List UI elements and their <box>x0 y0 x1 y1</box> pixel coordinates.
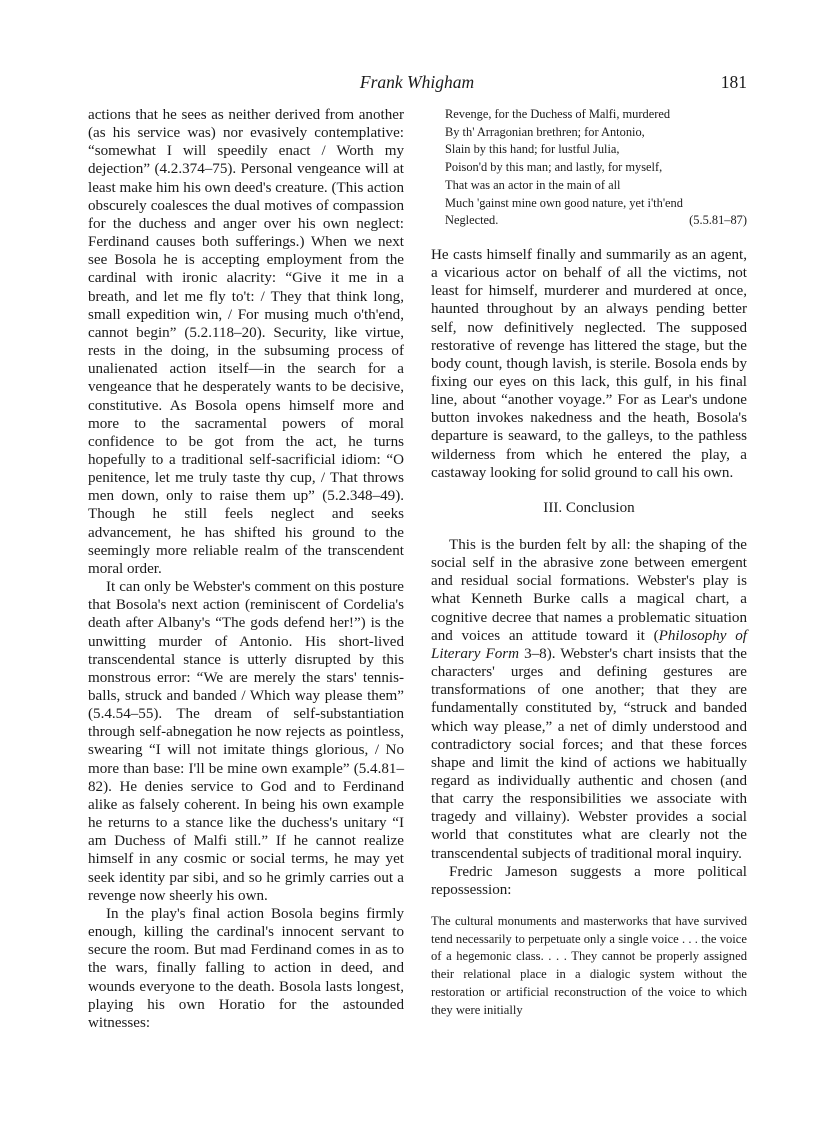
running-head-author: Frank Whigham <box>359 72 475 92</box>
verse-citation: (5.5.81–87) <box>689 213 747 228</box>
paragraph-text: This is the burden felt by all: the shaping of the social self in the abrasive zone between emergent and residual social formations. Webster's play is what Kenneth Burke calls a magical chart, a cognitive decree that names a problematic situation and voices an attitude toward it ( <box>431 536 747 644</box>
verse-line: Poison'd by this man; and lastly, for myself, <box>445 160 663 175</box>
verse-quotation <box>445 106 747 230</box>
page-number: 181 <box>720 72 747 92</box>
paragraph <box>431 536 747 863</box>
verse-line: By th' Arragonian brethren; for Antonio, <box>445 124 645 139</box>
paragraph: In the play's final action Bosola begins firmly enough, killing the cardinal's innocent servant to secure the room. But mad Ferdinand comes in as to the wars, finally falling to action in deed, and wounds everyone to the death. Bosola lasts longest, playing his own Horatio for the astounded witnesses: <box>88 905 404 1031</box>
verse-line: That was an actor in the main of all <box>445 177 621 192</box>
paragraph: He casts himself finally and summarily as an agent, a vicarious actor on behalf of all the victims, not least for himself, murderer and murdered at once, haunted throughout by an always pending better self, now definitively neglected. The supposed restorative of revenge has littered the stage, but the body count, though lavish, is sterile. Bosola ends by fixing our eyes on this lack, this gulf, in his final line, about “another voyage.” For as Lear's undone button invokes nakedness and the heath, Bosola's departure is seaward, to the galleys, to the pathless wilderness from which he entered the play, a castaway looking for solid ground to call his own. <box>431 246 747 481</box>
verse-line: Neglected. <box>445 213 499 228</box>
block-quotation: The cultural monuments and masterworks that have survived tend necessarily to perpetuate only a single voice . . . the voice of a hegemonic class. . . . They cannot be properly assigned their relational place in a dialogic system without the restoration or artificial reconstruction of the voice to which they were initially <box>431 914 747 1017</box>
verse-line: Much 'gainst mine own good nature, yet i'th'end <box>445 195 683 210</box>
verse-line: Revenge, for the Duchess of Malfi, murdered <box>445 107 671 121</box>
verse-last-line <box>445 212 747 230</box>
paragraph: Fredric Jameson suggests a more political repossession: <box>431 863 747 898</box>
verse-line: Slain by this hand; for lustful Julia, <box>445 142 620 157</box>
right-column <box>431 106 747 1019</box>
section-heading: III. Conclusion <box>543 499 635 516</box>
left-column <box>88 106 404 1032</box>
book-title: Philosophy of Literary Form <box>431 627 747 662</box>
page-header <box>87 72 747 94</box>
paragraph: It can only be Webster's comment on this posture that Bosola's next action (reminiscent of Cordelia's death after Albany's “The gods defend her!”) is the unwitting murder of Antonio. His short-lived transcendental stance is utterly disrupted by this monstrous error: “We are merely the stars' tennis-balls, struck and banded / Which way please them” (5.4.54–55). The dream of self-substantiation through self-abnegation he now rejects as pointless, swearing “I will not imitate things glorious, / No more than base: I'll be mine own example” (5.4.81–82). He denies service to God and to Ferdinand alike as falsely coherent. In being his own example he returns to a stance like the duchess's unitary “I am Duchess of Malfi still.” If he cannot realize himself in any cosmic or social terms, he may yet seek identity par sibi, and so he grimly carries out a revenge now sheerly his own. <box>88 579 404 904</box>
paragraph: actions that he sees as neither derived from another (as his service was) nor evasively contemplative: “somewhat I will speedily enact / Worth my dejection” (4.2.374–75). Personal vengeance will at least make him his own deed's creature. (This action obscurely coalesces the dual motives of compassion for the duchess and anger over his own neglect: Ferdinand causes both sufferings.) When we next see Bosola he is accepting employment from the cardinal with ironic alacrity: “Give it me in a breath, and let me fly to't: / They that think long, small expedition win, / For musing much o'th'end, cannot begin” (5.2.118–20). Security, like virtue, rests in the doing, in the subsuming process of unalienated action itself—in the search for a vengeance that he desperately wants to be decisive, constitutive. As Bosola opens himself more and more to the sacramental powers of moral confidence to be got from the act, he turns hopefully to a traditional self-sacrificial idiom: “O penitence, let me truly taste thy cup, / That throws men down, only to raise them up” (5.2.348–49). Though he still feels neglect and seeks advancement, he has shifted his ground to the seemingly more reliable realm of the transcendent moral order. <box>88 107 404 577</box>
paragraph-text: 3–8). Webster's chart insists that the characters' urges and defining gestures are transformations of one another; that they are fundamentally constituted by, “struck and banded which way please,” a net of dimly understood and contradictory social forces; and that these forces shape and limit the kind of actions we habitually regard as individually authentic and chosen (and that carry the responsibilities we associate with tragedy and villainy). Webster provides a social world that constitutes what are clearly not the transcendental subjects of traditional moral inquiry. <box>431 645 747 862</box>
